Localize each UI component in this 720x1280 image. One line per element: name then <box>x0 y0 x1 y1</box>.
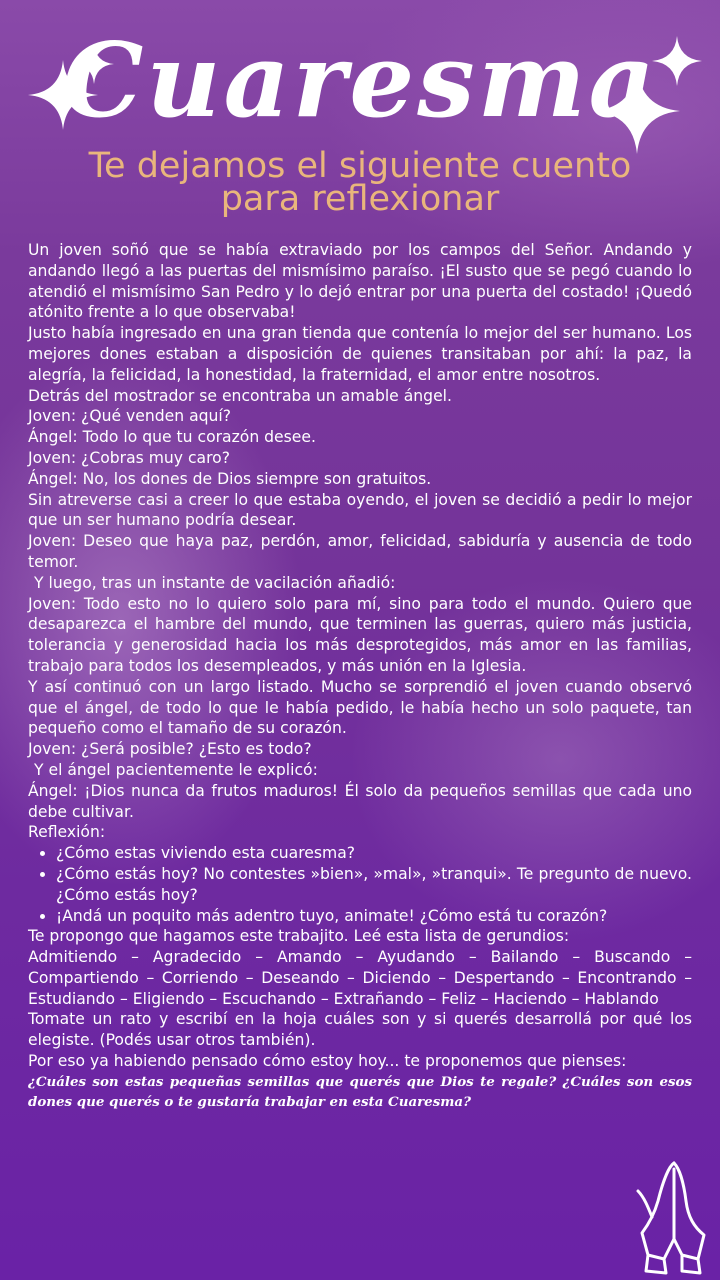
story-paragraph: Un joven soñó que se había extraviado por los campos del Señor. Andando y andando llegó a las puertas del mismísimo paraíso. ¡El susto que se pegó cuando lo atendió el mismísimo San Pedro y lo dejó entrar por una puerta del costado! ¡Quedó atónito frente a lo que observaba! <box>28 241 692 322</box>
dialogue-line: Ángel: ¡Dios nunca da frutos maduros! Él solo da pequeños semillas que cada uno debe cultivar. <box>28 781 692 821</box>
dialogue-line: Joven: ¿Cobras muy caro? <box>28 448 230 467</box>
gerund-list: Admitiendo – Agradecido – Amando – Ayudando – Bailando – Buscando – Compartiendo – Corriendo – Deseando – Diciendo – Despertando – Encontrando – Estudiando – Eligiendo – Escuchando – Extrañando – Feliz – Haciendo – Hablando <box>28 948 692 1008</box>
dialogue-line: Joven: ¿Qué venden aquí? <box>28 407 232 426</box>
story-paragraph: Detrás del mostrador se encontraba un amable ángel. <box>28 386 452 405</box>
reflection-list <box>28 843 692 926</box>
dialogue-line: Ángel: No, los dones de Dios siempre son gratuitos. <box>28 469 432 488</box>
subtitle-line: Te dejamos el siguiente cuento <box>88 146 632 186</box>
subtitle-line: para reflexionar <box>220 179 500 219</box>
dialogue-line: Joven: ¿Será posible? ¿Esto es todo? <box>28 740 312 759</box>
reflection-heading: Reflexión: <box>28 823 106 842</box>
list-item: • ¡Andá un poquito más adentro tuyo, animate! ¿Cómo está tu corazón? <box>56 906 692 927</box>
closing-question: ¿Cuáles son estas pequeñas semillas que querés que Dios te regale? ¿Cuáles son esos dones que querés o te gustaría trabajar en esta Cuaresma? <box>28 1073 692 1110</box>
list-item: • ¿Cómo estas viviendo esta cuaresma? <box>56 843 692 864</box>
activity-prompt: Por eso ya habiendo pensado cómo estoy hoy... te proponemos que pienses: <box>28 1052 627 1071</box>
story-paragraph: Y así continuó con un largo listado. Mucho se sorprendió el joven cuando observó que el ángel, de todo lo que le había pedido, le había hecho un solo paquete, tan pequeño como el tamaño de su corazón. <box>28 677 692 738</box>
subtitle <box>0 146 720 219</box>
story-paragraph: Y luego, tras un instante de vacilación añadió: <box>34 573 396 592</box>
activity-instruction: Tomate un rato y escribí en la hoja cuáles son y si querés desarrollá por qué los elegiste. (Podés usar otros también). <box>28 1010 692 1050</box>
activity-intro: Te propongo que hagamos este trabajito. Leé esta lista de gerundios: <box>28 927 570 946</box>
story-paragraph: Justo había ingresado en una gran tienda que contenía lo mejor del ser humano. Los mejores dones estaban a disposición de quienes transitaban por ahí: la paz, la alegría, la felicidad, la honestidad, la fraternidad, el amor entre nosotros. <box>28 324 692 384</box>
dialogue-line: Joven: Deseo que haya paz, perdón, amor, felicidad, sabiduría y ausencia de todo temor. <box>28 532 692 571</box>
story-body <box>28 240 692 1112</box>
praying-hands-icon <box>634 1155 714 1275</box>
dialogue-line: Ángel: Todo lo que tu corazón desee. <box>28 428 316 447</box>
story-paragraph: Y el ángel pacientemente le explicó: <box>34 760 318 779</box>
story-paragraph: Sin atreverse casi a creer lo que estaba oyendo, el joven se decidió a pedir lo mejor que un ser humano podría desear. <box>28 490 692 530</box>
dialogue-line: Joven: Todo esto no lo quiero solo para mí, sino para todo el mundo. Quiero que desaparezca el hambre del mundo, que terminen las guerras, quiero más justicia, tolerancia y generosidad hacia los más desprotegidos, más amor en las familias, trabajo para todos los desempleados, y más unión en la Iglesia. <box>28 594 692 675</box>
page-title: Cuaresma <box>62 21 658 141</box>
list-item: • ¿Cómo estás hoy? No contestes »bien», »mal», »tranqui». Te pregunto de nuevo. ¿Cómo estás hoy? <box>56 864 692 906</box>
